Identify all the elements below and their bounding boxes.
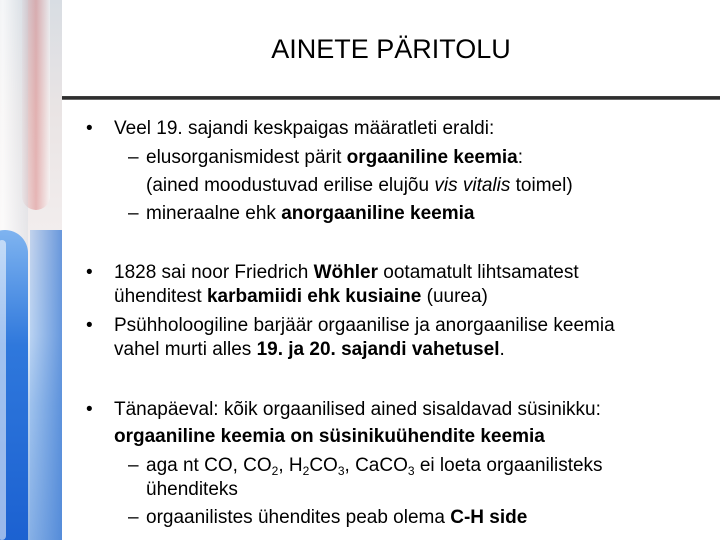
bullet-2-marker: • <box>86 262 93 283</box>
title-divider <box>62 96 720 100</box>
test-tube-decoration <box>0 0 62 540</box>
sub-bullet-4-1-text-cont: ühenditeks <box>146 479 238 500</box>
bullet-3-text-cont: vahel murti alles 19. ja 20. sajandi vahetusel. <box>114 339 505 360</box>
sub-bullet-1-1-text: elusorganismidest pärit orgaaniline keemia: <box>146 147 524 168</box>
bullet-4-marker: • <box>86 399 93 420</box>
bullet-1-text: Veel 19. sajandi keskpaigas määratleti eraldi: <box>114 118 495 139</box>
sub-bullet-1-1-dash: – <box>128 147 139 168</box>
blue-liquid-image <box>0 230 28 540</box>
bullet-4-text-cont: orgaaniline keemia on süsinikuühendite keemia <box>114 426 545 447</box>
sub-bullet-4-1-dash: – <box>128 455 139 476</box>
bullet-3-marker: • <box>86 315 93 336</box>
sub-bullet-4-2-dash: – <box>128 507 139 528</box>
bullet-3-text: Psühholoogiline barjäär orgaanilise ja anorgaanilise keemia <box>114 315 615 336</box>
bullet-2-text: 1828 sai noor Friedrich Wöhler ootamatult lihtsamatest <box>114 262 579 283</box>
sub-bullet-4-2-text: orgaanilistes ühendites peab olema C-H side <box>146 507 528 528</box>
sub-bullet-1-1-text-cont: (ained moodustuvad erilise elujõu vis vitalis toimel) <box>146 175 573 196</box>
sub-bullet-1-2-text: mineraalne ehk anorgaaniline keemia <box>146 203 475 224</box>
slide-title: AINETE PÄRITOLU <box>271 34 511 64</box>
bullet-2-text-cont: ühenditest karbamiidi ehk kusiaine (uurea) <box>114 286 488 307</box>
sub-bullet-4-1-text: aga nt CO, $CO_2$, $H_2CO_3$, CaCO$_3$ ei loeta orgaanilisteks <box>146 455 603 478</box>
bullet-1-marker: • <box>86 118 93 139</box>
bullet-4-text: Tänapäeval: kõik orgaanilised ained sisaldavad süsinikku: <box>114 399 601 420</box>
sub-bullet-1-2-dash: – <box>128 203 139 224</box>
blue-tube-image <box>30 230 62 540</box>
